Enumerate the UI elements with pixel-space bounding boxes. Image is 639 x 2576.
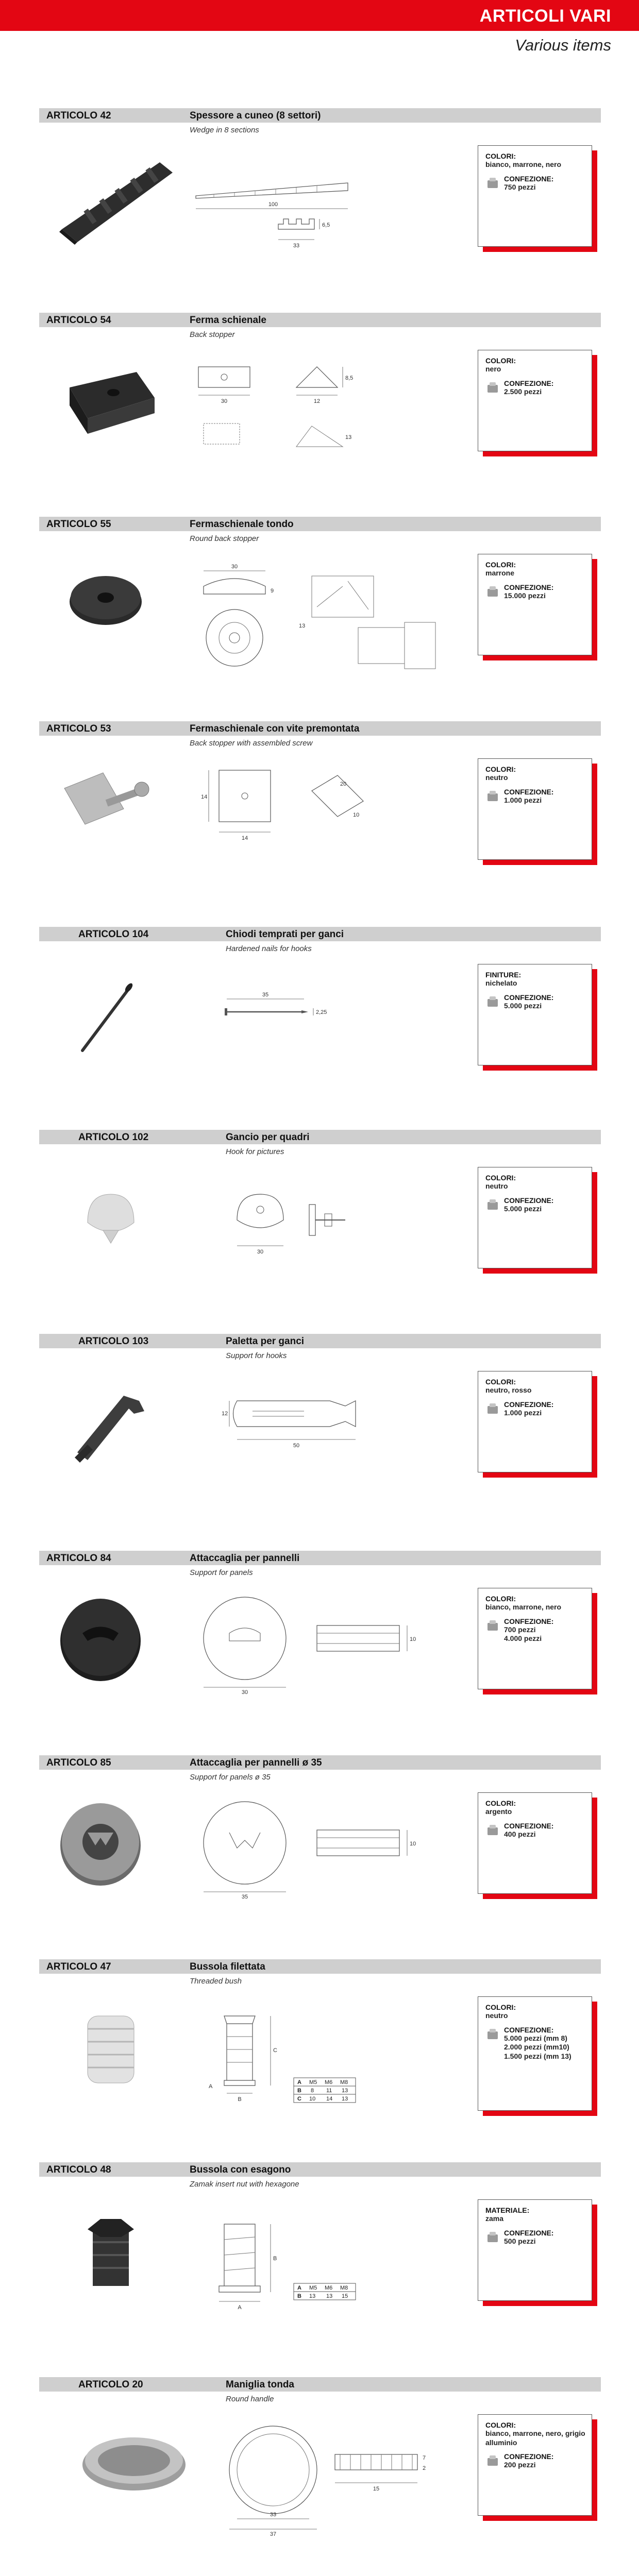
dim-label: 30 bbox=[257, 1249, 264, 1255]
dim-label: 6,5 bbox=[322, 222, 330, 228]
attr-label: COLORI: bbox=[485, 1378, 516, 1386]
attr-label: MATERIALE: bbox=[485, 2206, 530, 2214]
attr-label: COLORI: bbox=[485, 357, 516, 365]
article-name: Bussola con esagono bbox=[190, 2164, 291, 2175]
dim-label: 2 bbox=[423, 2465, 426, 2471]
article-header-bar bbox=[39, 1959, 601, 1974]
dim-label: 30 bbox=[241, 1689, 248, 1695]
article-name-en: Support for panels ø 35 bbox=[190, 1773, 271, 1782]
pack-label: CONFEZIONE: bbox=[504, 993, 554, 1002]
pack-value: 2.000 pezzi (mm10) bbox=[504, 2043, 569, 2051]
hex-insert-drawing bbox=[204, 2209, 410, 2312]
dim-label: 10 bbox=[410, 1841, 416, 1847]
article-info-card bbox=[478, 758, 592, 860]
panel-support-35-drawing bbox=[193, 1797, 430, 1900]
dim-label: 30 bbox=[221, 398, 228, 404]
article-header-bar bbox=[39, 2162, 601, 2177]
pack-value: 400 pezzi bbox=[504, 1829, 536, 1838]
pack-label: CONFEZIONE: bbox=[504, 1617, 554, 1625]
article-name: Chiodi temprati per ganci bbox=[226, 929, 344, 940]
attr-value: bianco, marrone, nero, grigio alluminio bbox=[485, 2429, 585, 2447]
article-name: Attaccaglia per pannelli ø 35 bbox=[190, 1757, 322, 1768]
table-cell: M6 bbox=[325, 2285, 333, 2291]
article-code: ARTICOLO 42 bbox=[46, 110, 111, 121]
pack-label: CONFEZIONE: bbox=[504, 583, 554, 591]
pack-label: CONFEZIONE: bbox=[504, 787, 554, 796]
article-code: ARTICOLO 47 bbox=[46, 1961, 111, 1972]
attr-value: zama bbox=[485, 2214, 504, 2223]
table-cell: 10 bbox=[309, 2096, 316, 2102]
article-name-en: Wedge in 8 sections bbox=[190, 126, 259, 134]
pack-box-icon bbox=[485, 1197, 500, 1212]
round-stopper-photo bbox=[64, 566, 147, 633]
table-cell: 8 bbox=[311, 2088, 314, 2094]
pack-box-icon bbox=[485, 380, 500, 395]
threaded-bush-drawing bbox=[204, 2006, 410, 2109]
pack-value: 15.000 pezzi bbox=[504, 591, 546, 600]
attr-label: COLORI: bbox=[485, 2003, 516, 2011]
attr-value: bianco, marrone, nero bbox=[485, 160, 562, 168]
table-cell: A bbox=[297, 2285, 301, 2291]
article-info-card bbox=[478, 145, 592, 247]
article-info-card bbox=[478, 2414, 592, 2516]
table-cell: A bbox=[297, 2079, 301, 2086]
dim-label: 35 bbox=[241, 1894, 248, 1900]
table-cell: 13 bbox=[342, 2088, 348, 2094]
article-name: Spessore a cuneo (8 settori) bbox=[190, 110, 321, 121]
attr-value: nero bbox=[485, 365, 501, 373]
table-cell: B bbox=[297, 2293, 301, 2299]
attr-label: COLORI: bbox=[485, 2421, 516, 2429]
dim-label: 2,25 bbox=[316, 1009, 327, 1015]
attr-value: nichelato bbox=[485, 979, 517, 987]
pack-value: 750 pezzi bbox=[504, 182, 536, 191]
pack-label: CONFEZIONE: bbox=[504, 1400, 554, 1409]
pack-label: CONFEZIONE: bbox=[504, 379, 554, 387]
attr-label: COLORI: bbox=[485, 1174, 516, 1182]
pack-label: CONFEZIONE: bbox=[504, 2452, 554, 2461]
hook-support-photo bbox=[67, 1380, 165, 1468]
attr-label: COLORI: bbox=[485, 1799, 516, 1807]
article-name: Bussola filettata bbox=[190, 1961, 265, 1972]
dim-label: 100 bbox=[268, 201, 278, 208]
article-name: Fermaschienale tondo bbox=[190, 519, 294, 530]
pack-box-icon bbox=[485, 1618, 500, 1633]
article-code: ARTICOLO 54 bbox=[46, 315, 111, 326]
article-code: ARTICOLO 20 bbox=[78, 2379, 143, 2390]
pack-value: 5.000 pezzi bbox=[504, 1001, 542, 1010]
table-cell: M8 bbox=[340, 2285, 348, 2291]
dim-label: 15 bbox=[373, 2486, 380, 2492]
picture-hook-drawing bbox=[222, 1179, 386, 1261]
table-cell: C bbox=[297, 2096, 301, 2102]
pack-value: 5.000 pezzi bbox=[504, 1204, 542, 1213]
dim-label: A bbox=[209, 2083, 213, 2090]
article-code: ARTICOLO 84 bbox=[46, 1553, 111, 1564]
pack-label: CONFEZIONE: bbox=[504, 174, 554, 183]
article-name: Maniglia tonda bbox=[226, 2379, 294, 2390]
round-handle-photo bbox=[77, 2424, 191, 2496]
attr-value: marrone bbox=[485, 569, 515, 577]
panel-support-35-photo bbox=[54, 1797, 147, 1889]
pack-label: CONFEZIONE: bbox=[504, 1196, 554, 1205]
article-header-bar bbox=[39, 313, 601, 327]
dim-label: 10 bbox=[353, 812, 360, 818]
article-code: ARTICOLO 55 bbox=[46, 519, 111, 530]
attr-label: COLORI: bbox=[485, 765, 516, 773]
pack-box-icon bbox=[485, 2453, 500, 2468]
pack-label: CONFEZIONE: bbox=[504, 2025, 554, 2034]
article-info-card bbox=[478, 1792, 592, 1894]
table-cell: M6 bbox=[325, 2079, 333, 2086]
back-stopper-drawing bbox=[193, 362, 410, 465]
article-info-card bbox=[478, 964, 592, 1065]
table-cell: 11 bbox=[326, 2088, 332, 2094]
attr-value: neutro, rosso bbox=[485, 1386, 532, 1394]
attr-label: COLORI: bbox=[485, 1595, 516, 1603]
article-name: Fermaschienale con vite premontata bbox=[190, 723, 360, 734]
dim-label: 30 bbox=[231, 564, 238, 570]
table-cell: M5 bbox=[309, 2079, 317, 2086]
dim-label: 8,5 bbox=[345, 375, 354, 381]
attr-value: argento bbox=[485, 1807, 512, 1816]
attr-value: neutro bbox=[485, 773, 508, 782]
table-cell: 13 bbox=[326, 2293, 333, 2299]
table-cell: 13 bbox=[309, 2293, 316, 2299]
table-cell: 13 bbox=[342, 2096, 348, 2102]
picture-hook-photo bbox=[72, 1181, 149, 1253]
article-name-en: Back stopper bbox=[190, 330, 235, 339]
stopper-screw-photo bbox=[57, 762, 160, 850]
dim-label: 12 bbox=[313, 398, 321, 404]
article-info-card bbox=[478, 554, 592, 655]
dim-label: 10 bbox=[410, 1636, 416, 1642]
dim-label: 37 bbox=[270, 2531, 277, 2537]
article-name-en: Threaded bush bbox=[190, 1977, 242, 1986]
round-stopper-drawing bbox=[193, 561, 451, 684]
dim-label: 7 bbox=[423, 2455, 426, 2461]
pack-box-icon bbox=[485, 2027, 500, 2041]
article-name-en: Support for hooks bbox=[226, 1351, 287, 1360]
dim-label: B bbox=[273, 2256, 277, 2262]
article-name-en: Round handle bbox=[226, 2395, 274, 2403]
dim-label: 50 bbox=[293, 1443, 300, 1449]
article-header-bar bbox=[39, 1551, 601, 1565]
attr-value: bianco, marrone, nero bbox=[485, 1603, 562, 1611]
article-name-en: Support for panels bbox=[190, 1568, 253, 1577]
pack-value: 4.000 pezzi bbox=[504, 1634, 542, 1642]
dim-label: 20 bbox=[340, 781, 347, 787]
dim-label: 12 bbox=[222, 1411, 228, 1417]
pack-box-icon bbox=[485, 994, 500, 1009]
attr-label: FINITURE: bbox=[485, 971, 522, 979]
pack-value: 1.500 pezzi (mm 13) bbox=[504, 2052, 571, 2060]
article-info-card bbox=[478, 1996, 592, 2111]
article-code: ARTICOLO 103 bbox=[78, 1336, 149, 1347]
table-cell: 15 bbox=[342, 2293, 348, 2299]
dim-label: B bbox=[238, 2096, 242, 2103]
back-stopper-photo bbox=[59, 362, 162, 439]
page-title: ARTICOLI VARI bbox=[479, 6, 611, 26]
dim-label: 14 bbox=[241, 835, 248, 841]
page-subtitle: Various items bbox=[515, 36, 611, 54]
article-info-card bbox=[478, 1167, 592, 1268]
pack-value: 200 pezzi bbox=[504, 2461, 536, 2469]
article-name: Attaccaglia per pannelli bbox=[190, 1553, 300, 1564]
dim-label: C bbox=[273, 2047, 277, 2054]
table-cell: M5 bbox=[309, 2285, 317, 2291]
panel-support-drawing bbox=[193, 1592, 430, 1695]
article-code: ARTICOLO 53 bbox=[46, 723, 111, 734]
dim-label: A bbox=[238, 2304, 242, 2311]
hook-support-drawing bbox=[222, 1385, 397, 1463]
article-header-bar bbox=[39, 517, 601, 531]
pack-value: 500 pezzi bbox=[504, 2236, 536, 2245]
table-cell: 14 bbox=[326, 2096, 333, 2102]
stopper-screw-drawing bbox=[198, 765, 405, 868]
table-cell: M8 bbox=[340, 2079, 348, 2086]
dim-label: 35 bbox=[262, 992, 269, 998]
dim-label: 13 bbox=[345, 434, 352, 440]
pack-box-icon bbox=[485, 1823, 500, 1837]
dim-label: 13 bbox=[299, 623, 306, 629]
nail-photo bbox=[67, 973, 149, 1061]
dim-label: 33 bbox=[293, 243, 300, 249]
article-info-card bbox=[478, 350, 592, 451]
article-name: Paletta per ganci bbox=[226, 1336, 305, 1347]
header-banner bbox=[0, 0, 639, 31]
pack-value: 1.000 pezzi bbox=[504, 1408, 542, 1417]
pack-box-icon bbox=[485, 176, 500, 190]
dim-label: 9 bbox=[271, 588, 274, 594]
threaded-bush-photo bbox=[72, 2006, 149, 2093]
pack-box-icon bbox=[485, 2230, 500, 2244]
attr-value: neutro bbox=[485, 2011, 508, 2020]
pack-value: 700 pezzi bbox=[504, 1625, 536, 1634]
article-code: ARTICOLO 104 bbox=[78, 929, 149, 940]
article-code: ARTICOLO 102 bbox=[78, 1132, 149, 1143]
pack-value: 1.000 pezzi bbox=[504, 795, 542, 804]
nail-drawing bbox=[222, 989, 345, 1040]
pack-label: CONFEZIONE: bbox=[504, 2228, 554, 2237]
article-name-en: Hook for pictures bbox=[226, 1147, 284, 1156]
article-name-en: Back stopper with assembled screw bbox=[190, 739, 313, 748]
wedge-photo bbox=[57, 152, 180, 245]
pack-label: CONFEZIONE: bbox=[504, 1821, 554, 1830]
wedge-drawing bbox=[193, 180, 441, 273]
dim-label: 14 bbox=[201, 794, 208, 800]
round-handle-drawing bbox=[222, 2418, 438, 2537]
article-info-card bbox=[478, 1371, 592, 1472]
article-name-en: Hardened nails for hooks bbox=[226, 944, 312, 953]
pack-box-icon bbox=[485, 789, 500, 803]
pack-box-icon bbox=[485, 1401, 500, 1416]
pack-box-icon bbox=[485, 584, 500, 599]
article-name-en: Zamak insert nut with hexagone bbox=[190, 2180, 299, 2189]
article-name-en: Round back stopper bbox=[190, 534, 259, 543]
article-info-card bbox=[478, 1588, 592, 1689]
article-code: ARTICOLO 48 bbox=[46, 2164, 111, 2175]
article-name: Ferma schienale bbox=[190, 315, 266, 326]
pack-value: 2.500 pezzi bbox=[504, 387, 542, 396]
attr-label: COLORI: bbox=[485, 152, 516, 160]
attr-label: COLORI: bbox=[485, 561, 516, 569]
hex-insert-photo bbox=[72, 2211, 149, 2299]
article-info-card bbox=[478, 2199, 592, 2301]
article-code: ARTICOLO 85 bbox=[46, 1757, 111, 1768]
table-cell: B bbox=[297, 2088, 301, 2094]
panel-support-photo bbox=[54, 1592, 147, 1685]
article-name: Gancio per quadri bbox=[226, 1132, 310, 1143]
pack-value: 5.000 pezzi (mm 8) bbox=[504, 2033, 567, 2042]
dim-label: 33 bbox=[270, 2512, 277, 2518]
attr-value: neutro bbox=[485, 1182, 508, 1190]
